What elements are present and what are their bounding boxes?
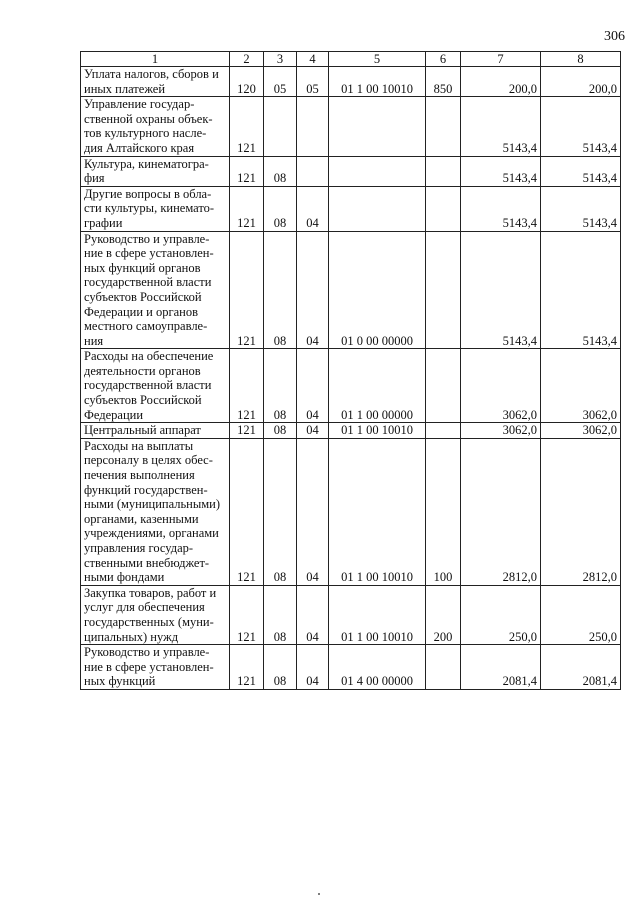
scan-dot — [318, 893, 320, 895]
table-row — [81, 97, 621, 156]
column-header: 8 — [541, 52, 621, 67]
row-name-cell — [81, 585, 230, 644]
row-name-line: Руководство и управле- — [84, 645, 210, 660]
row-name-cell — [81, 231, 230, 349]
target-article-cell — [329, 97, 426, 156]
amount-cell: 250,0 — [461, 585, 541, 644]
subsection-code-cell: 04 — [297, 438, 329, 585]
subsection-code-cell — [297, 97, 329, 156]
admin-code-cell: 121 — [230, 438, 264, 585]
amount-cell: 3062,0 — [461, 349, 541, 423]
table-row — [81, 423, 621, 439]
row-name-line: тов культурного насле- — [84, 126, 207, 141]
amount-cell: 3062,0 — [541, 349, 621, 423]
row-name-line: печения выполнения — [84, 468, 195, 483]
target-article-cell: 01 0 00 00000 — [329, 231, 426, 349]
row-name-line: фия — [84, 171, 105, 186]
section-code-cell: 08 — [264, 585, 297, 644]
section-code-cell: 08 — [264, 186, 297, 231]
target-article-cell: 01 1 00 00000 — [329, 349, 426, 423]
row-name-line: функций государствен- — [84, 482, 208, 497]
column-header: 4 — [297, 52, 329, 67]
admin-code-cell: 121 — [230, 349, 264, 423]
table-body — [81, 67, 621, 690]
row-name-line: ние в сфере установлен- — [84, 659, 214, 674]
row-name-cell — [81, 186, 230, 231]
amount-cell: 5143,4 — [461, 97, 541, 156]
target-article-cell: 01 1 00 10010 — [329, 423, 426, 439]
row-name-line: Уплата налогов, сборов и — [84, 67, 219, 81]
target-article-cell: 01 4 00 00000 — [329, 645, 426, 690]
subsection-code-cell: 04 — [297, 585, 329, 644]
subsection-code-cell: 04 — [297, 423, 329, 439]
amount-cell: 200,0 — [541, 67, 621, 97]
amount-cell: 5143,4 — [541, 97, 621, 156]
amount-cell: 2081,4 — [461, 645, 541, 690]
admin-code-cell: 121 — [230, 585, 264, 644]
subsection-code-cell: 04 — [297, 645, 329, 690]
row-name-line: ственными внебюджет- — [84, 555, 210, 570]
subsection-code-cell: 04 — [297, 186, 329, 231]
row-name-line: деятельности органов — [84, 363, 201, 378]
row-name-cell — [81, 67, 230, 97]
row-name-line: государственной власти — [84, 378, 212, 393]
row-name-line: Расходы на обеспечение — [84, 349, 214, 364]
row-name-line: графии — [84, 215, 123, 230]
table-row — [81, 156, 621, 186]
expense-type-cell — [426, 645, 461, 690]
table-row — [81, 67, 621, 97]
target-article-cell: 01 1 00 10010 — [329, 585, 426, 644]
column-header: 2 — [230, 52, 264, 67]
page-number: 306 — [604, 29, 625, 44]
row-name-line: местного самоуправле- — [84, 319, 208, 334]
row-name-line: ние в сфере установлен- — [84, 246, 214, 261]
admin-code-cell: 121 — [230, 231, 264, 349]
target-article-cell — [329, 156, 426, 186]
admin-code-cell: 121 — [230, 645, 264, 690]
section-code-cell: 08 — [264, 156, 297, 186]
row-name-line: Расходы на выплаты — [84, 438, 194, 453]
row-name-line: сти культуры, кинемато- — [84, 201, 215, 216]
row-name-line: ными (муниципальными) — [84, 497, 221, 512]
subsection-code-cell — [297, 156, 329, 186]
row-name-line: Культура, кинематогра- — [84, 156, 209, 171]
row-name-line: государственной власти — [84, 275, 212, 290]
amount-cell: 2812,0 — [461, 438, 541, 585]
row-name-line: услуг для обеспечения — [84, 600, 205, 615]
section-code-cell — [264, 97, 297, 156]
target-article-cell — [329, 186, 426, 231]
subsection-code-cell: 05 — [297, 67, 329, 97]
table-row — [81, 231, 621, 349]
column-header: 3 — [264, 52, 297, 67]
row-name-line: Федерации и органов — [84, 304, 198, 319]
section-code-cell: 08 — [264, 231, 297, 349]
row-name-cell — [81, 156, 230, 186]
expense-type-cell: 850 — [426, 67, 461, 97]
row-name-line: ния — [84, 333, 104, 348]
row-name-line: ципальных) нужд — [84, 629, 179, 644]
amount-cell: 5143,4 — [461, 231, 541, 349]
budget-table — [80, 51, 621, 690]
row-name-line: органами, казенными — [84, 511, 199, 526]
expense-type-cell: 100 — [426, 438, 461, 585]
section-code-cell: 08 — [264, 423, 297, 439]
row-name-line: субъектов Российской — [84, 393, 202, 408]
row-name-line: управления государ- — [84, 541, 194, 555]
row-name-cell — [81, 349, 230, 423]
row-name-line: персоналу в целях обес- — [84, 453, 213, 468]
expense-type-cell: 200 — [426, 585, 461, 644]
row-name-line: субъектов Российской — [84, 289, 202, 304]
row-name-line: ных функций органов — [84, 260, 201, 275]
amount-cell: 3062,0 — [541, 423, 621, 439]
section-code-cell: 08 — [264, 438, 297, 585]
expense-type-cell — [426, 97, 461, 156]
table-row — [81, 645, 621, 690]
column-header: 6 — [426, 52, 461, 67]
amount-cell: 2081,4 — [541, 645, 621, 690]
table-row — [81, 186, 621, 231]
expense-type-cell — [426, 156, 461, 186]
amount-cell: 5143,4 — [541, 231, 621, 349]
table-row — [81, 349, 621, 423]
row-name-line: ными фондами — [84, 570, 165, 585]
section-code-cell: 05 — [264, 67, 297, 97]
target-article-cell: 01 1 00 10010 — [329, 438, 426, 585]
amount-cell: 5143,4 — [461, 186, 541, 231]
row-name-cell — [81, 645, 230, 690]
row-name-line: Федерации — [84, 407, 144, 422]
header-row — [81, 52, 621, 67]
row-name-line: Центральный аппарат — [84, 423, 201, 438]
amount-cell: 3062,0 — [461, 423, 541, 439]
table-row — [81, 585, 621, 644]
amount-cell: 200,0 — [461, 67, 541, 97]
expense-type-cell — [426, 349, 461, 423]
admin-code-cell: 120 — [230, 67, 264, 97]
column-header: 5 — [329, 52, 426, 67]
amount-cell: 2812,0 — [541, 438, 621, 585]
amount-cell: 5143,4 — [541, 156, 621, 186]
section-code-cell: 08 — [264, 645, 297, 690]
admin-code-cell: 121 — [230, 186, 264, 231]
amount-cell: 5143,4 — [461, 156, 541, 186]
section-code-cell: 08 — [264, 349, 297, 423]
admin-code-cell: 121 — [230, 156, 264, 186]
row-name-line: государственных (муни- — [84, 614, 214, 629]
row-name-line: Другие вопросы в обла- — [84, 186, 212, 201]
row-name-cell — [81, 438, 230, 585]
column-header: 1 — [81, 52, 230, 67]
amount-cell: 5143,4 — [541, 186, 621, 231]
row-name-line: ных функций — [84, 674, 156, 689]
subsection-code-cell: 04 — [297, 349, 329, 423]
expense-type-cell — [426, 186, 461, 231]
row-name-line: ственной охраны объек- — [84, 111, 213, 126]
target-article-cell: 01 1 00 10010 — [329, 67, 426, 97]
admin-code-cell: 121 — [230, 423, 264, 439]
expense-type-cell — [426, 423, 461, 439]
admin-code-cell: 121 — [230, 97, 264, 156]
subsection-code-cell: 04 — [297, 231, 329, 349]
row-name-line: учреждениями, органами — [84, 526, 219, 541]
row-name-line: Руководство и управле- — [84, 231, 210, 246]
row-name-line: дия Алтайского края — [84, 140, 195, 155]
expense-type-cell — [426, 231, 461, 349]
row-name-cell — [81, 423, 230, 439]
column-header: 7 — [461, 52, 541, 67]
row-name-cell — [81, 97, 230, 156]
table-row — [81, 438, 621, 585]
row-name-line: иных платежей — [84, 81, 166, 96]
row-name-line: Закупка товаров, работ и — [84, 585, 217, 600]
row-name-line: Управление государ- — [84, 97, 195, 112]
amount-cell: 250,0 — [541, 585, 621, 644]
